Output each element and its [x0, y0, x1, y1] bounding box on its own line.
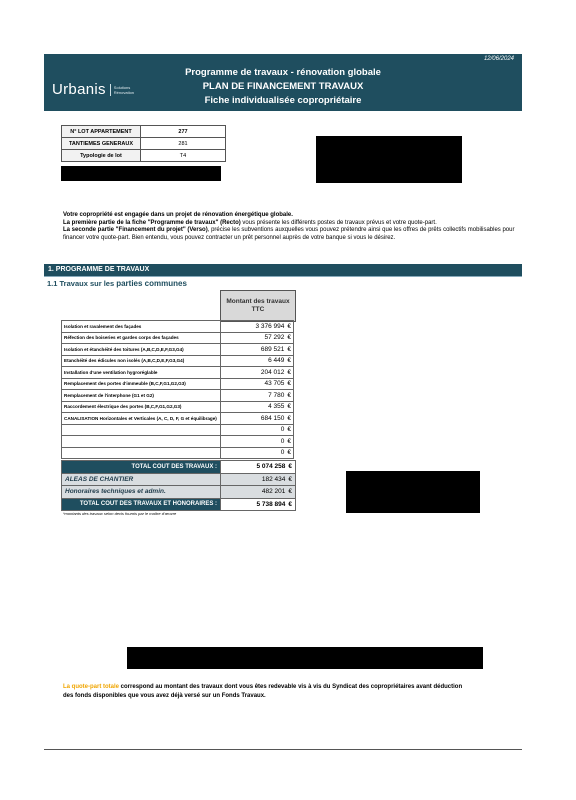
amount-value: 3 376 994: [255, 322, 285, 330]
works-row: [62, 413, 294, 425]
currency-symbol: €: [287, 357, 291, 365]
totals-label: ALEAS DE CHANTIER: [62, 473, 221, 486]
works-row: [62, 332, 294, 344]
works-row: [62, 401, 294, 413]
redacted-block: [127, 647, 483, 669]
works-row: [62, 355, 294, 367]
totals-label: TOTAL COUT DES TRAVAUX ET HONORAIRES :: [62, 498, 221, 511]
redacted-block: [316, 136, 462, 183]
works-row: [62, 344, 294, 356]
amount-value: 684 150: [260, 414, 285, 422]
works-label: Remplacement des portes d'immeuble (B,C,F,G1,G2,G3): [62, 378, 221, 390]
works-amount: [221, 447, 294, 459]
footer-divider: [44, 749, 522, 750]
info-value: 277: [141, 126, 226, 138]
info-label: N° LOT APPARTEMENT: [62, 126, 141, 138]
info-label: Typologie de lot: [62, 150, 141, 162]
title-line-1: Programme de travaux - rénovation globale: [185, 67, 381, 78]
amount-value: 689 521: [260, 345, 285, 353]
amount-value: 43 705: [264, 380, 285, 388]
currency-symbol: €: [288, 488, 292, 496]
works-table: [61, 320, 294, 459]
amount-value: 482 201: [261, 488, 286, 496]
section-title: 1. PROGRAMME DE TRAVAUX: [48, 266, 150, 273]
amount-value: 204 012: [260, 368, 285, 376]
title-line-3: Fiche individualisée copropriétaire: [204, 95, 362, 106]
works-row: [62, 436, 294, 448]
logo-tagline: Solutions Rénovation: [113, 84, 135, 95]
amount-value: 0: [280, 437, 285, 445]
footnote: *montants des travaux selon devis fournis par le maître d'œuvre: [63, 511, 177, 516]
works-amount: [221, 413, 294, 425]
currency-symbol: €: [287, 368, 291, 376]
info-row: [62, 126, 226, 138]
amount-value: 7 780: [268, 391, 285, 399]
logo-wordmark: Urbanis: [52, 81, 106, 98]
title-line-2: PLAN DE FINANCEMENT TRAVAUX: [202, 81, 364, 92]
works-row: [62, 378, 294, 390]
works-amount: [221, 390, 294, 402]
intro-line-2: La première partie de la fiche "Programme de travaux" (Recto) vous présente les différents postes de travaux prévus et votre quote-part.: [63, 219, 437, 226]
works-amount: [221, 401, 294, 413]
works-label: [62, 436, 221, 448]
redacted-block: [346, 471, 480, 513]
amount-value: 5 738 894: [256, 500, 286, 508]
totals-row: [62, 461, 296, 474]
works-row: [62, 424, 294, 436]
lot-info-table: [61, 125, 226, 162]
totals-row: [62, 498, 296, 511]
section-header: [44, 264, 522, 277]
info-label: TANTIEMES GENERAUX: [62, 138, 141, 150]
currency-symbol: €: [287, 414, 291, 422]
quote-part-note: La quote-part totale correspond au montant des travaux dont vous êtes redevable vis à vis du Syndicat des copropriétaires avant déduction des fonds disponibles que vous avez déjà versé sur un Fonds Travaux.: [63, 684, 463, 699]
currency-symbol: €: [287, 426, 291, 434]
currency-symbol: €: [288, 463, 292, 471]
works-label: [62, 424, 221, 436]
info-row: [62, 150, 226, 162]
works-row: [62, 447, 294, 459]
intro-line-3: La seconde partie "Financement du projet" (Verso), précise les subventions auxquelles vous pouvez prétendre ainsi que les offres de prêts collectifs mobilisables pour financer votre quote-part. Bien entendu, vous pouvez contracter un prêt personnel auprès de votre banque si vous le désirez.: [63, 227, 515, 241]
works-label: Remplacement de l'interphone (G1 et G2): [62, 390, 221, 402]
intro-paragraph: [63, 212, 518, 242]
totals-amount: [221, 461, 296, 474]
currency-symbol: €: [287, 403, 291, 411]
works-amount: [221, 332, 294, 344]
works-amount: [221, 436, 294, 448]
document-date: 12/06/2024: [483, 56, 514, 62]
works-amount: [221, 355, 294, 367]
info-value: 281: [141, 138, 226, 150]
works-amount: [221, 424, 294, 436]
works-label: Réfection des boiseries et gardes corps des façades: [62, 332, 221, 344]
currency-symbol: €: [287, 322, 291, 330]
totals-amount: [221, 498, 296, 511]
amount-value: 5 074 258: [256, 463, 286, 471]
subsection-title: 1.1 Travaux sur les parties communes: [47, 279, 187, 288]
totals-row: [62, 486, 296, 499]
works-amount: [221, 378, 294, 390]
works-label: CANALISATION Horizontales et Verticales (A, C, D, F, G et équilibrage): [62, 413, 221, 425]
works-label: Etanchéité des édicules non isolés (A,B,C,D,E,F,G3,G4): [62, 355, 221, 367]
works-label: Isolation et ravalement des façades: [62, 321, 221, 333]
works-label: Isolation et étanchéité des toitures (A,B,C,D,E,F,G3,G4): [62, 344, 221, 356]
works-amount: [221, 367, 294, 379]
amount-value: 0: [280, 449, 285, 457]
totals-label: TOTAL COUT DES TRAVAUX :: [62, 461, 221, 474]
works-amount: [221, 321, 294, 333]
currency-symbol: €: [287, 345, 291, 353]
amount-value: 4 355: [268, 403, 285, 411]
currency-symbol: €: [287, 334, 291, 342]
info-value: T4: [141, 150, 226, 162]
works-row: [62, 390, 294, 402]
currency-symbol: €: [287, 449, 291, 457]
header-banner: [44, 54, 522, 111]
totals-label: Honoraires techniques et admin.: [62, 486, 221, 499]
totals-row: [62, 473, 296, 486]
works-label: Raccordement électrique des portes (B,C,F,G1,G2,G3): [62, 401, 221, 413]
amount-value: 0: [280, 426, 285, 434]
amount-column-header: Montant des travaux TTC: [220, 290, 296, 322]
totals-amount: [221, 486, 296, 499]
works-row: [62, 367, 294, 379]
totals-table: [61, 460, 296, 511]
amount-value: 182 434: [261, 475, 286, 483]
intro-line-1: Votre copropriété est engagée dans un projet de rénovation énergétique globale.: [63, 212, 293, 218]
works-row: [62, 321, 294, 333]
works-amount: [221, 344, 294, 356]
currency-symbol: €: [287, 391, 291, 399]
currency-symbol: €: [288, 475, 292, 483]
works-label: Installation d'une ventilation hygroréglable: [62, 367, 221, 379]
redacted-block: [61, 166, 221, 181]
currency-symbol: €: [287, 437, 291, 445]
info-row: [62, 138, 226, 150]
totals-amount: [221, 473, 296, 486]
currency-symbol: €: [288, 500, 292, 508]
works-label: [62, 447, 221, 459]
currency-symbol: €: [287, 380, 291, 388]
amount-value: 57 292: [264, 334, 285, 342]
amount-value: 6 449: [268, 357, 285, 365]
